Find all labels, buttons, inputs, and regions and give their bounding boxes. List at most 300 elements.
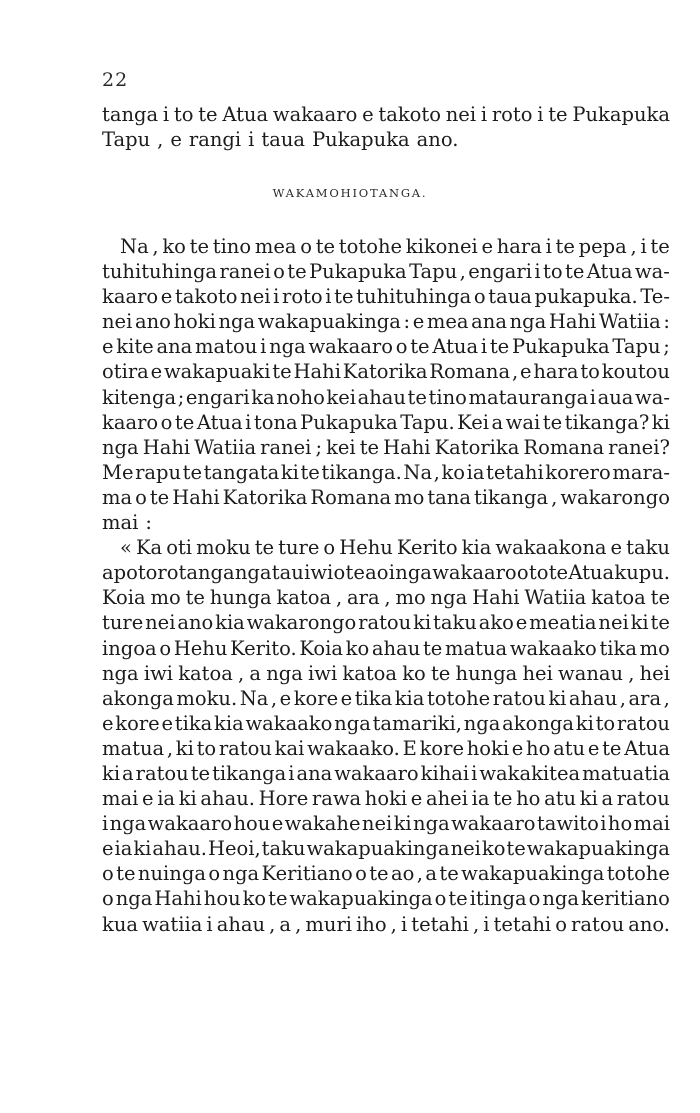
word: mo: [150, 586, 181, 610]
word: i: [640, 235, 647, 258]
word: wakapuakinga: [289, 887, 433, 911]
word: e: [271, 812, 284, 836]
word: engari: [185, 385, 250, 409]
word: wai: [505, 410, 541, 434]
text-line: [102, 485, 670, 510]
word: takoto: [378, 103, 441, 126]
word: Atua: [568, 561, 615, 585]
word: nei: [102, 310, 133, 334]
word: ,: [433, 460, 440, 484]
word: o: [395, 335, 408, 359]
word: E: [402, 736, 417, 760]
word: hei: [522, 661, 553, 685]
word: ki: [579, 787, 598, 811]
word: Kerito: [396, 536, 458, 560]
word: ho: [607, 812, 633, 836]
word: te: [185, 586, 205, 610]
word: ,: [238, 661, 245, 685]
word: ,: [511, 360, 519, 384]
word: kei: [326, 385, 356, 409]
word: ratou: [616, 787, 670, 811]
word: te: [345, 561, 365, 585]
word: to: [580, 360, 600, 384]
word: nga: [542, 887, 580, 911]
word: apotorotanga: [102, 561, 235, 585]
word: nga: [430, 586, 468, 610]
word: ko: [242, 887, 267, 911]
word: wakaaro: [308, 335, 393, 359]
word: ano.: [628, 912, 670, 936]
word: nei: [598, 611, 629, 635]
word: wakaako: [509, 636, 597, 660]
text-line: [102, 127, 670, 152]
word: hou: [203, 887, 241, 911]
word: oti: [166, 536, 193, 560]
word: mea: [426, 310, 469, 334]
word: i: [102, 812, 109, 836]
word: wanau: [558, 661, 624, 685]
word: ana: [156, 335, 193, 359]
word: nga: [102, 661, 139, 685]
word: te: [542, 410, 563, 434]
word: tawito: [536, 812, 599, 836]
text-line: [102, 711, 670, 736]
word: i: [480, 103, 488, 126]
word: «: [120, 536, 132, 560]
word: ,: [551, 485, 558, 509]
word: hei: [639, 661, 670, 685]
word: ki: [413, 611, 432, 635]
word: ko: [402, 661, 426, 685]
word: wakarongo: [246, 611, 357, 635]
word: ara: [347, 586, 380, 610]
section-body: [102, 234, 670, 937]
word: Hehu: [339, 536, 393, 560]
word: meatia: [529, 611, 597, 635]
word: katoa: [178, 661, 233, 685]
word: i: [288, 761, 295, 785]
word: i: [273, 285, 280, 309]
word: te: [650, 611, 670, 635]
word: nga: [109, 812, 147, 836]
word: ;: [315, 435, 323, 459]
word: te: [272, 360, 292, 384]
word: i: [388, 561, 396, 585]
word: e: [150, 360, 163, 384]
word: wakaako.: [307, 736, 400, 760]
word: wakaaro: [432, 561, 517, 585]
word: Romana: [523, 435, 605, 459]
word: ,: [459, 260, 466, 284]
word: te: [410, 335, 430, 359]
word: Ka: [135, 536, 163, 560]
word: ahau.: [152, 837, 207, 861]
word: te: [116, 862, 136, 886]
word: akonga: [502, 711, 575, 735]
word: iwi: [143, 661, 174, 685]
word: iwi: [304, 561, 334, 585]
word: i: [600, 812, 607, 836]
word: atu: [544, 787, 577, 811]
word: hou: [233, 812, 271, 836]
word: matua: [102, 736, 165, 760]
word: tamariki,: [372, 711, 462, 735]
word: ki: [651, 410, 670, 434]
text-line: [102, 234, 670, 259]
word: ki: [280, 460, 299, 484]
word: Hore: [258, 787, 309, 811]
word: te: [448, 887, 468, 911]
word: taku: [433, 611, 477, 635]
word: o: [333, 561, 346, 585]
word: te: [602, 736, 622, 760]
word: tau: [271, 561, 304, 585]
word: ki: [178, 787, 197, 811]
word: Koia: [102, 586, 146, 610]
word: atu: [553, 736, 586, 760]
word: mai: [633, 812, 670, 836]
word: nei: [450, 837, 481, 861]
word: ;: [663, 335, 670, 359]
text-line: [102, 636, 670, 661]
word: wakapuakinga: [306, 837, 450, 861]
word: hoki: [364, 787, 408, 811]
word: te: [300, 460, 320, 484]
word: roto: [491, 103, 533, 126]
text-line: [102, 102, 670, 127]
word: ingoa: [102, 636, 157, 660]
text-line: [102, 460, 670, 485]
word: te: [564, 260, 585, 284]
text-line: [102, 435, 670, 460]
word: ia: [114, 837, 133, 861]
word: akonga: [102, 686, 174, 710]
word: e: [362, 103, 374, 126]
word: o: [355, 862, 367, 886]
word: Na: [239, 686, 269, 710]
word: te: [422, 636, 443, 660]
word: mai: [102, 511, 139, 535]
word: ki: [393, 812, 412, 836]
word: moku.: [176, 686, 238, 710]
word: ao: [391, 862, 415, 886]
word: nga: [269, 335, 306, 359]
word: ranei?: [608, 435, 670, 459]
word: ahau: [568, 686, 618, 710]
text-line: [102, 535, 670, 560]
text-line: [102, 886, 670, 911]
word: te: [439, 862, 459, 886]
word: i: [162, 103, 170, 126]
word: te: [407, 385, 427, 409]
word: kite: [116, 335, 154, 359]
word: taua: [261, 128, 306, 152]
word: Na: [120, 235, 149, 258]
word: i: [325, 285, 332, 309]
word: o: [273, 260, 285, 284]
word: wakaaro: [451, 812, 536, 836]
word: e: [610, 536, 623, 560]
word: a: [279, 912, 292, 936]
word: e: [515, 611, 528, 635]
word: wa-: [635, 385, 670, 409]
word: e: [481, 235, 493, 258]
word: tino: [428, 385, 467, 409]
word: tangata: [203, 460, 280, 484]
word: ,: [663, 686, 670, 710]
word: mo: [394, 485, 425, 509]
word: i: [206, 912, 213, 936]
word: Pukapuka: [300, 410, 398, 434]
word: ,: [152, 235, 159, 258]
word: muri: [305, 912, 352, 936]
word: kore: [293, 686, 339, 710]
word: a: [491, 410, 504, 434]
word: tetahi: [493, 912, 552, 936]
word: ka: [251, 385, 275, 409]
word: nga: [334, 711, 371, 735]
text-line: [102, 585, 670, 610]
word: tana: [427, 485, 471, 509]
word: ahau: [371, 636, 421, 660]
text-line: [102, 359, 670, 384]
word: Katorika: [222, 485, 308, 509]
word: ano: [134, 310, 171, 334]
word: i: [471, 761, 478, 785]
word: te: [182, 460, 203, 484]
word: Heoi,: [207, 837, 261, 861]
word: matauranga: [468, 385, 589, 409]
word: matuatia: [582, 761, 670, 785]
word: i: [534, 260, 541, 284]
word: te: [650, 235, 670, 258]
word: nei: [240, 285, 271, 309]
word: tikanga.: [321, 460, 402, 484]
word: matua: [445, 636, 508, 660]
word: te: [555, 235, 575, 258]
word: kaaro: [102, 410, 159, 434]
word: o: [159, 636, 172, 660]
word: ako: [478, 611, 514, 635]
word: ia: [471, 787, 490, 811]
word: ko: [441, 460, 466, 484]
word: ,: [384, 586, 391, 610]
text-line: [102, 861, 670, 886]
word: kaaro: [102, 285, 159, 309]
word: kei: [326, 435, 356, 459]
word: wakaako: [245, 711, 333, 735]
word: te: [268, 887, 288, 911]
word: te: [548, 103, 568, 126]
word: hunga: [209, 586, 272, 610]
word: ahau.: [200, 787, 255, 811]
word: tetahi: [411, 912, 469, 936]
word: o: [135, 485, 147, 509]
word: ratou: [571, 912, 625, 936]
word: kitenga: [102, 385, 177, 409]
text-line: [102, 385, 670, 410]
word: ;: [177, 385, 185, 409]
word: kore: [419, 736, 464, 760]
word: e: [161, 711, 174, 735]
word: o: [473, 285, 486, 309]
word: tona: [253, 410, 298, 434]
word: Hahi: [293, 360, 341, 384]
word: Hahi: [154, 887, 202, 911]
word: tetahi: [486, 460, 544, 484]
word: kupu.: [614, 561, 670, 585]
word: kore: [115, 711, 160, 735]
word: kia: [214, 711, 244, 735]
word: ki: [575, 711, 594, 735]
word: e: [340, 686, 353, 710]
word: ana: [296, 761, 333, 785]
word: ,: [157, 128, 164, 152]
word: mara-: [612, 460, 670, 484]
word: Atua: [222, 103, 269, 126]
word: wakapuaki: [163, 360, 271, 384]
word: ho: [516, 787, 541, 811]
word: kua: [102, 912, 139, 936]
word: te: [190, 761, 211, 785]
word: ratou: [616, 711, 670, 735]
word: tika: [599, 636, 637, 660]
word: te: [489, 335, 510, 359]
word: Tapu: [612, 335, 661, 359]
word: o: [434, 887, 447, 911]
word: ,: [269, 912, 276, 936]
word: o: [528, 887, 541, 911]
word: katoa: [591, 586, 646, 610]
continued-paragraph: [102, 102, 670, 152]
text-line: [102, 284, 670, 309]
text-line: [102, 811, 670, 836]
word: ko: [481, 837, 506, 861]
word: te: [548, 561, 569, 585]
word: Romana: [429, 360, 511, 384]
text-line: [102, 786, 670, 811]
word: hoki: [466, 736, 510, 760]
word: nga: [102, 435, 139, 459]
word: tika: [174, 711, 213, 735]
word: totohe: [606, 862, 670, 886]
word: ahau: [357, 385, 406, 409]
word: o: [160, 410, 173, 434]
word: ki: [548, 686, 567, 710]
word: tikanga?: [564, 410, 650, 434]
word: ratou: [358, 611, 412, 635]
word: Pukapuka: [312, 128, 410, 152]
word: ki: [630, 611, 649, 635]
word: :: [663, 310, 670, 334]
word: i: [589, 385, 597, 409]
word: ,: [472, 912, 480, 936]
word: nga: [222, 862, 260, 886]
word: mea: [254, 235, 297, 258]
word: Atua: [586, 260, 633, 284]
text-line: [102, 686, 670, 711]
word: moku: [196, 536, 251, 560]
word: iho: [356, 912, 387, 936]
word: ki: [102, 761, 121, 785]
word: rawa: [311, 787, 362, 811]
word: e: [102, 335, 114, 359]
word: o: [102, 862, 114, 886]
word: i: [545, 235, 552, 258]
word: totohe: [338, 235, 403, 258]
word: :: [145, 511, 152, 535]
word: noho: [276, 385, 325, 409]
word: i: [260, 335, 267, 359]
word: e: [511, 736, 524, 760]
text-line: [102, 560, 670, 585]
word: roto: [282, 285, 323, 309]
word: Keritiano: [261, 862, 353, 886]
word: e: [102, 711, 114, 735]
word: nei: [445, 103, 477, 126]
word: Tapu: [409, 260, 458, 284]
word: kihai: [420, 761, 470, 785]
word: mo: [395, 586, 426, 610]
text-line: [102, 309, 670, 334]
word: ia: [466, 460, 485, 484]
word: kikonei: [405, 235, 478, 258]
word: wakaaro: [334, 761, 419, 785]
word: ki: [175, 736, 194, 760]
word: :: [403, 310, 411, 334]
word: te: [334, 285, 354, 309]
word: Hahi: [383, 435, 431, 459]
text-line: [102, 761, 670, 786]
word: Atua: [196, 410, 243, 434]
word: te: [198, 103, 218, 126]
word: Watiia: [524, 586, 587, 610]
word: Na: [403, 460, 433, 484]
word: te: [430, 661, 451, 685]
word: nei: [145, 611, 176, 635]
word: e: [279, 686, 292, 710]
word: te: [315, 235, 336, 258]
word: e: [160, 285, 173, 309]
word: tanga: [102, 103, 159, 126]
word: i: [245, 410, 252, 434]
word: nga: [413, 812, 450, 836]
word: ,: [628, 661, 635, 685]
text-line: [102, 334, 670, 359]
word: wakaaro: [147, 812, 233, 836]
word: mo: [639, 636, 670, 660]
word: Atua: [624, 736, 670, 760]
word: totohe: [426, 686, 491, 710]
word: Pukapuka: [572, 103, 670, 126]
word: engari: [468, 260, 532, 284]
word: Romana: [310, 485, 392, 509]
word: o: [300, 235, 312, 258]
word: nga: [218, 310, 256, 334]
word: ,: [270, 686, 278, 710]
word: e: [102, 837, 114, 861]
word: ,: [619, 686, 626, 710]
word: Katorika: [434, 435, 520, 459]
word: o: [555, 912, 567, 936]
word: i: [248, 128, 255, 152]
word: te: [650, 586, 670, 610]
word: wa-: [634, 260, 670, 284]
page-number: 22: [102, 69, 129, 91]
word: itinga: [469, 887, 527, 911]
word: Me: [102, 460, 134, 484]
word: ma: [102, 485, 133, 509]
